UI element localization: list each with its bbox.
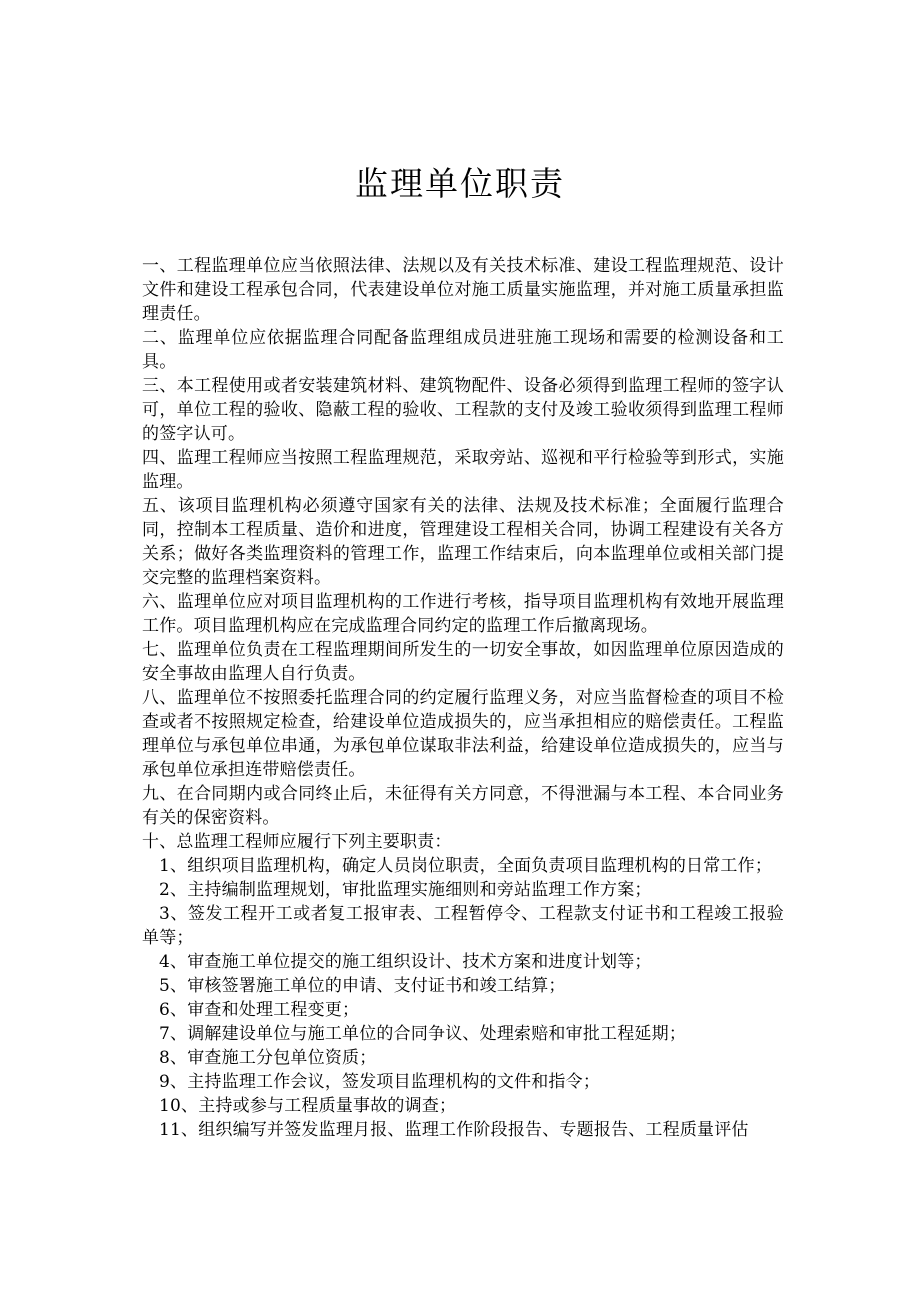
paragraph-2: 二、监理单位应依据监理合同配备监理组成员进驻施工现场和需要的检测设备和工具。 [142,328,784,372]
paragraph-9: 九、在合同期内或合同终止后，未征得有关方同意，不得泄漏与本工程、本合同业务有关的保密资料。 [142,784,784,828]
paragraph-7: 七、监理单位负责在工程监理期间所发生的一切安全事故，如因监理单位原因造成的安全事故由监理人自行负责。 [142,640,784,684]
paragraph-10: 十、总监理工程师应履行下列主要职责： [142,832,452,852]
duty-item-9: 9、主持监理工作会议，签发项目监理机构的文件和指令； [159,1072,601,1092]
document-title: 监理单位职责 [355,164,565,203]
duty-item-11: 11、组织编写并签发监理月报、监理工作阶段报告、专题报告、工程质量评估 [159,1120,749,1140]
duty-item-6: 6、审查和处理工程变更； [159,1000,360,1020]
paragraph-6: 六、监理单位应对项目监理机构的工作进行考核，指导项目监理机构有效地开展监理工作。项目监理机构应在完成监理合同约定的监理工作后撤离现场。 [142,592,784,636]
duty-item-7: 7、调解建设单位与施工单位的合同争议、处理索赔和审批工程延期； [159,1024,687,1044]
duty-item-1: 1、组织项目监理机构，确定人员岗位职责，全面负责项目监理机构的日常工作； [159,856,773,876]
paragraph-8: 八、监理单位不按照委托监理合同的约定履行监理义务，对应当监督检查的项目不检查或者不按照规定检查，给建设单位造成损失的，应当承担相应的赔偿责任。工程监理单位与承包单位串通，为承包单位谋取非法利益，给建设单位造成损失的，应当与承包单位承担连带赔偿责任。 [142,688,784,780]
document-body [142,254,784,1142]
duty-item-3: 3、签发工程开工或者复工报审表、工程暂停令、工程款支付证书和工程竣工报验单等； [142,904,784,948]
paragraph-4: 四、监理工程师应当按照工程监理规范，采取旁站、巡视和平行检验等到形式，实施监理。 [142,448,784,492]
paragraph-5: 五、该项目监理机构必须遵守国家有关的法律、法规及技术标准；全面履行监理合同，控制本工程质量、造价和进度，管理建设工程相关合同，协调工程建设有关各方关系；做好各类监理资料的管理工作，监理工作结束后，向本监理单位或相关部门提交完整的监理档案资料。 [142,496,784,588]
paragraph-1: 一、工程监理单位应当依照法律、法规以及有关技术标准、建设工程监理规范、设计文件和建设工程承包合同，代表建设单位对施工质量实施监理，并对施工质量承担监理责任。 [142,256,784,324]
duty-item-4: 4、审查施工单位提交的施工组织设计、技术方案和进度计划等； [159,952,652,972]
paragraph-3: 三、本工程使用或者安装建筑材料、建筑物配件、设备必须得到监理工程师的签字认可，单位工程的验收、隐蔽工程的验收、工程款的支付及竣工验收须得到监理工程师的签字认可。 [142,376,784,444]
duty-item-2: 2、主持编制监理规划，审批监理实施细则和旁站监理工作方案； [159,880,652,900]
duty-item-10: 10、主持或参与工程质量事故的调查； [159,1096,457,1116]
duty-item-5: 5、审核签署施工单位的申请、支付证书和竣工结算； [159,976,566,996]
duty-item-8: 8、审查施工分包单位资质； [159,1048,377,1068]
